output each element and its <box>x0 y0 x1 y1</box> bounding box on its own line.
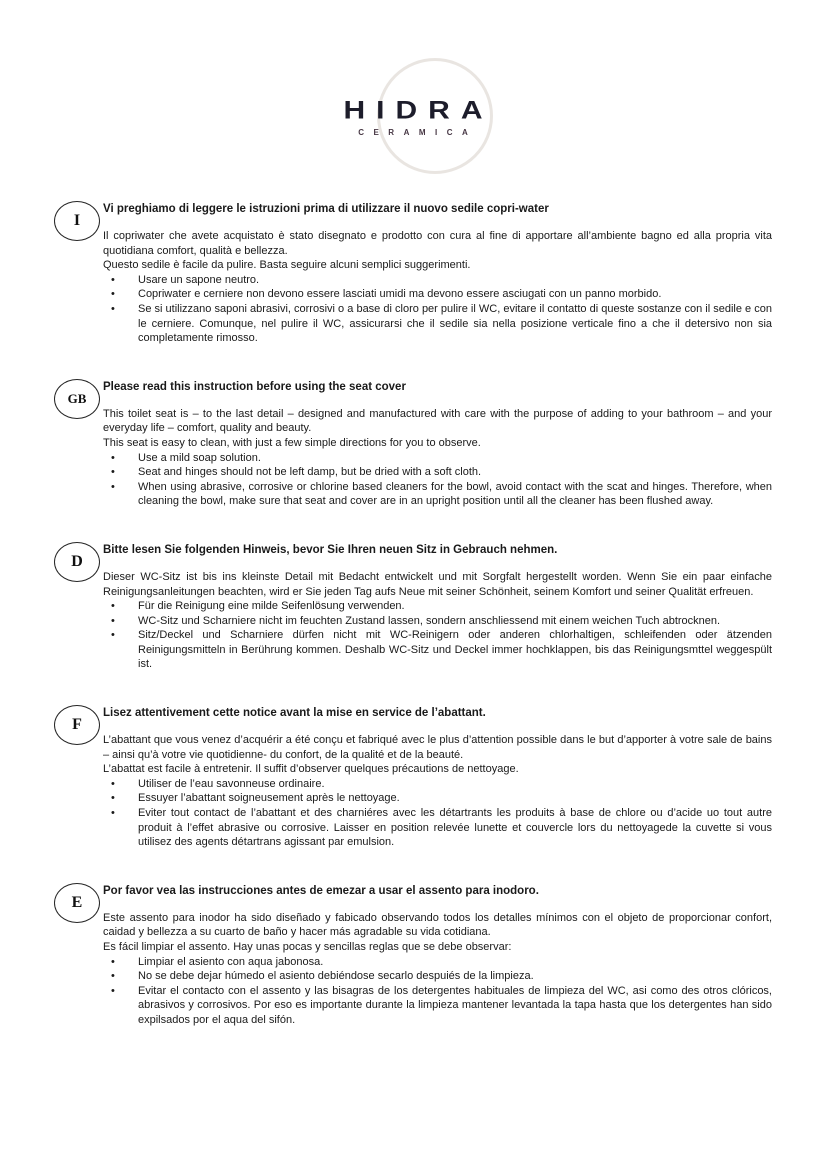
language-badge-column <box>54 380 103 509</box>
section-spanish <box>54 884 772 1028</box>
language-badge-column <box>54 202 103 346</box>
section-bullet-list <box>103 777 772 850</box>
bullet-item: • Seat and hinges should not be left damp, but be dried with a soft cloth. <box>103 465 772 480</box>
bullet-item: • Für die Reinigung eine milde Seifenlösung verwenden. <box>103 599 772 614</box>
section-german <box>54 543 772 672</box>
section-paragraph: This seat is easy to clean, with just a few simple directions for you to observe. <box>103 436 481 449</box>
section-bullet-list <box>103 955 772 1028</box>
language-badge-column <box>54 884 103 1028</box>
bullet-item: • Evitar el contacto con el assento y las bisagras de los detergentes habituales de limpieza del WC, asi como des otros clóricos, abrasivos y corrosivos. Por eso es importante durante la limpieza mantener levantada la tapa hasta que los detergentes han sido expilsados por el aqua del sifón. <box>103 984 772 1028</box>
section-italian <box>54 202 772 346</box>
instructions-content <box>54 202 772 1028</box>
section-bullet-list <box>103 599 772 672</box>
bullet-item: • Use a mild soap solution. <box>103 451 772 466</box>
section-paragraph: L’abattat est facile à entretenir. Il suffit d’observer quelques précautions de nettoyage. <box>103 763 519 776</box>
bullet-item: • Copriwater e cerniere non devono essere lasciati umidi ma devono essere asciugati con un panno morbido. <box>103 287 772 302</box>
brand-subtitle: CERAMICA <box>358 128 478 137</box>
section-body <box>103 543 772 672</box>
language-badge-f: F <box>54 705 100 745</box>
brand-logo <box>293 56 533 174</box>
section-body <box>103 380 772 509</box>
language-badge-column <box>54 706 103 850</box>
bullet-item: • Se si utilizzano saponi abrasivi, corrosivi o a base di cloro per pulire il WC, evitare il contatto di queste sostanze con il sedile e con le cerniere. Comunque, nel pulire il WC, assicurarsi che il sedile sia nella posizione verticale fino a che il detersivo non sia completamente rimosso. <box>103 302 772 346</box>
language-badge-column <box>54 543 103 672</box>
section-heading: Por favor vea las instrucciones antes de emezar a usar el assento para inodoro. <box>103 884 539 897</box>
section-body <box>103 884 772 1028</box>
section-paragraph: Dieser WC-Sitz ist bis ins kleinste Detail mit Bedacht entwickelt und mit Sorgfalt hergestellt worden. Wenn Sie ein paar einfache Reinigungsanleitungen beachten, wird er Sie jeden Tag aufs Neue mit seiner Schönheit, seinem Komfort und seiner Qualität erfreuen. <box>103 570 772 598</box>
section-english <box>54 380 772 509</box>
section-bullet-list <box>103 451 772 509</box>
language-badge-gb: GB <box>54 379 100 419</box>
section-paragraph: This toilet seat is – to the last detail – designed and manufactured with care with the purpose of adding to your bathroom – and your everyday life – comfort, quality and beauty. <box>103 407 772 435</box>
section-body <box>103 202 772 346</box>
bullet-item: • Sitz/Deckel und Scharniere dürfen nicht mit WC-Reinigern oder anderen chlorhaltigen, schleifenden oder ätzenden Reinigungsmitteln in Berührung kommen. Deshalb WC-Sitz und Deckel immer hochklappen, bis das Reinigungsmttel weggespült ist. <box>103 628 772 672</box>
section-heading: Vi preghiamo di leggere le istruzioni prima di utilizzare il nuovo sedile copri-water <box>103 203 549 215</box>
bullet-item: • Eviter tout contact de l’abattant et des charniéres avec les détartrants les produits à base de chlore ou d’acide uo tout autre produit à l’effet abrasive ou corrosive. Laisser en position relevée lunette et couvercle lors du nettoyagede la cuvette si vous utilisez des agents détartrans agissant par emulsion. <box>103 806 772 850</box>
section-heading: Bitte lesen Sie folgenden Hinweis, bevor Sie Ihren neuen Sitz in Gebrauch nehmen. <box>103 543 558 556</box>
language-badge-i: I <box>54 201 100 241</box>
section-bullet-list <box>103 273 772 346</box>
bullet-item: • WC-Sitz und Scharniere nicht im feuchten Zustand lassen, sondern anschliessend mit einem weichen Tuch abtrocknen. <box>103 614 772 629</box>
section-paragraph: L’abattant que vous venez d’acquérir a été conçu et fabriqué avec le plus d’attention possible dans le but d’apporter à votre sale de bains – ainsi qu’à votre vie quotidienne- du confort, de la qualité et de la beauté. <box>103 734 772 761</box>
section-body <box>103 706 772 850</box>
bullet-item: • Utiliser de l’eau savonneuse ordinaire. <box>103 777 772 792</box>
section-paragraph: Il copriwater che avete acquistato è stato disegnato e prodotto con cura al fine di apportare all’ambiente bagno ed alla propria vita quotidiana comfort, qualità e bellezza. <box>103 230 772 257</box>
bullet-item: • No se debe dejar húmedo el asiento debiéndose secarlo despuiés de la limpieza. <box>103 969 772 984</box>
brand-name: HIDRA <box>343 97 494 125</box>
section-heading: Lisez attentivement cette notice avant la mise en service de l’abattant. <box>103 707 486 720</box>
section-paragraph: Es fácil limpiar el assento. Hay unas pocas y sencillas reglas que se debe observar: <box>103 941 512 953</box>
language-badge-d: D <box>54 542 100 582</box>
bullet-item: • Essuyer l’abattant soigneusement après le nettoyage. <box>103 791 772 806</box>
section-french <box>54 706 772 850</box>
language-badge-e: E <box>54 883 100 923</box>
section-heading: Please read this instruction before using the seat cover <box>103 380 406 393</box>
section-paragraph: Este assento para inodor ha sido diseñado y fabicado observando todos los detalles mínimos con el objeto de proporcionar confort, caidad y bellezza a su cuarto de baño y hacer más agradable su vida cotidiana. <box>103 911 772 939</box>
bullet-item: • Limpiar el asiento con aqua jabonosa. <box>103 955 772 970</box>
bullet-item: • Usare un sapone neutro. <box>103 273 772 288</box>
bullet-item: • When using abrasive, corrosive or chlorine based cleaners for the bowl, avoid contact with the scat and hinges. Therefore, when cleaning the bowl, make sure that seat and cover are in an upright position until all the cleaner has been flushed away. <box>103 480 772 509</box>
section-paragraph: Questo sedile è facile da pulire. Basta seguire alcuni semplici suggerimenti. <box>103 259 471 272</box>
